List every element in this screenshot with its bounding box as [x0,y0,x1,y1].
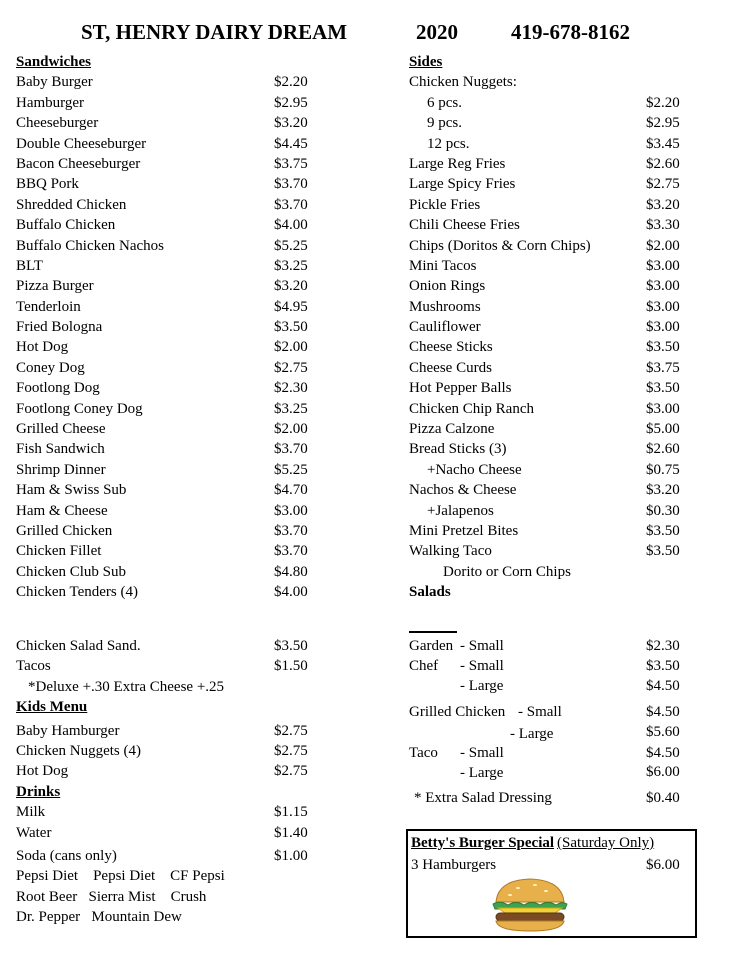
drink-item [16,846,316,866]
kids-item-name: Baby Hamburger [16,722,120,739]
drink-flavor-line: Root Beer Sierra Mist Crush [16,888,207,905]
sandwich-item [16,72,316,92]
nuggets-list [409,93,699,154]
kids-item [16,721,316,741]
side-item [409,297,699,317]
sandwich-item-price: $2.20 [274,74,308,91]
walking-taco-note: Dorito or Corn Chips [443,563,571,580]
nugget-item-price: $2.95 [646,115,680,132]
kids-item [16,741,316,761]
side-item-price: $3.75 [646,359,680,376]
side-item-price: $5.00 [646,421,680,438]
menu-header [0,20,742,50]
side-item-price: $3.00 [646,278,680,295]
side-item [409,439,699,459]
sandwich-item-price: $2.00 [274,339,308,356]
side-item [409,195,699,215]
sandwiches-heading: Sandwiches [16,54,92,70]
sandwich-item-price: $4.70 [274,482,308,499]
sandwich-extra-item [16,636,316,656]
restaurant-name: ST, HENRY DAIRY DREAM [81,20,348,44]
side-item-price: $2.60 [646,441,680,458]
nugget-item-price: $3.45 [646,135,680,152]
sandwich-item-name: Fish Sandwich [16,441,105,458]
nugget-item-name: 12 pcs. [427,135,470,152]
salad-chef-small-size: - Small [460,658,504,674]
sandwich-item-price: $5.25 [274,237,308,254]
sandwich-item-name: Fried Bologna [16,319,103,336]
side-item [409,215,699,235]
salad-taco-large-price: $6.00 [646,764,680,780]
drink-flavor-line: Dr. Pepper Mountain Dew [16,909,182,926]
side-item-name: Mini Pretzel Bites [409,522,519,539]
sandwich-item-price: $4.80 [274,563,308,580]
kids-menu-list [16,721,316,782]
sandwich-item [16,399,316,419]
nuggets-label: Chicken Nuggets: [409,74,517,91]
sandwich-item-name: Pizza Burger [16,278,94,295]
sandwich-item-price: $2.75 [274,359,308,376]
right-column [409,52,699,603]
sandwich-item-name: Coney Dog [16,359,85,376]
sandwich-item [16,541,316,561]
sandwich-item-price: $3.70 [274,522,308,539]
salad-garden-price: $2.30 [646,638,680,654]
sandwich-item-price: $3.20 [274,278,308,295]
drink-item [16,802,316,822]
salad-dressing-price: $0.40 [646,790,680,806]
sandwiches-extra-list [16,636,316,677]
sandwich-item-price: $4.95 [274,298,308,315]
drink-flavor-line: Pepsi Diet Pepsi Diet CF Pepsi [16,868,225,885]
sandwich-item-price: $3.75 [274,155,308,172]
sandwich-item-name: Chicken Fillet [16,543,102,560]
salad-chef-large-size: - Large [460,678,504,694]
sandwich-item-name: Chicken Tenders (4) [16,584,138,601]
sandwich-item-name: Buffalo Chicken Nachos [16,237,165,254]
sandwich-item [16,501,316,521]
sandwich-item-name: Chicken Club Sub [16,563,127,580]
salad-grilled-large-size: - Large [510,726,554,742]
kids-item-name: Chicken Nuggets (4) [16,742,141,759]
sandwich-item [16,480,316,500]
sandwich-item-price: $2.00 [274,421,308,438]
side-item-name: Bread Sticks (3) [409,441,507,458]
salad-taco-small-price: $4.50 [646,745,680,761]
drink-item-price: $1.40 [274,824,308,841]
sandwich-item [16,358,316,378]
side-item [409,378,699,398]
sandwich-item-price: $3.70 [274,196,308,213]
side-item-name: Cheese Sticks [409,339,493,356]
side-item-price: $3.20 [646,482,680,499]
side-item-name: Pickle Fries [409,196,481,213]
sandwich-item-name: Footlong Coney Dog [16,400,143,417]
left-column-lower [16,636,316,927]
sandwich-item-name: BLT [16,257,43,274]
side-item [409,358,699,378]
side-item [409,501,699,521]
kids-menu-heading: Kids Menu [16,699,88,716]
side-item [409,236,699,256]
side-item [409,337,699,357]
side-item [409,256,699,276]
salad-grilled-small-size: - Small [518,704,562,720]
kids-item-price: $2.75 [274,763,308,780]
left-column [16,52,316,603]
phone-number: 419-678-8162 [511,20,630,44]
drink-item-name: Water [16,824,52,841]
sandwich-item-name: Baby Burger [16,74,93,91]
salads-heading: Salads [409,584,451,601]
side-item [409,521,699,541]
drink-item-name: Soda (cans only) [16,847,117,864]
sides-list [409,154,699,562]
side-item [409,174,699,194]
side-item-price: $0.30 [646,502,680,519]
sandwich-item-name: Buffalo Chicken [16,217,116,234]
nugget-item-price: $2.20 [646,94,680,111]
sandwich-item-name: Tenderloin [16,298,81,315]
sandwich-extra-item-name: Tacos [16,658,51,675]
side-item-name: Cauliflower [409,319,481,336]
sandwich-item [16,582,316,602]
side-item-name: Large Spicy Fries [409,176,516,193]
sandwich-item-name: Grilled Chicken [16,522,113,539]
side-item-price: $3.00 [646,298,680,315]
sandwich-item-name: Shredded Chicken [16,196,127,213]
sandwich-item-price: $3.50 [274,319,308,336]
side-item-name: Nachos & Cheese [409,482,517,499]
sandwich-item-price: $3.70 [274,176,308,193]
side-item [409,541,699,561]
nugget-item [409,134,699,154]
sandwich-item [16,134,316,154]
special-title: Betty's Burger Special [411,835,555,851]
nugget-item [409,93,699,113]
sandwich-item-price: $3.25 [274,257,308,274]
special-subtitle: (Saturday Only) [557,835,655,851]
side-item [409,460,699,480]
sandwich-item [16,236,316,256]
side-item [409,480,699,500]
sandwich-item [16,317,316,337]
sides-heading: Sides [409,54,443,70]
side-item-price: $3.50 [646,339,680,356]
side-item-name: Chili Cheese Fries [409,217,520,234]
sandwich-item-price: $3.20 [274,115,308,132]
side-item-price: $2.60 [646,155,680,172]
side-item-name: Onion Rings [409,278,486,295]
nugget-item-name: 9 pcs. [427,115,462,132]
special-heading [411,835,654,852]
salad-chef-name: Chef [409,658,439,674]
side-item-name: Chips (Doritos & Corn Chips) [409,237,591,254]
sandwich-item-price: $4.00 [274,584,308,601]
side-item-price: $3.50 [646,522,680,539]
sandwich-item-name: BBQ Pork [16,176,79,193]
side-item-price: $3.20 [646,196,680,213]
side-item [409,399,699,419]
sandwich-item-price: $4.45 [274,135,308,152]
side-item-price: $2.75 [646,176,680,193]
sandwich-item-name: Hamburger [16,94,85,111]
sandwich-item-price: $3.25 [274,400,308,417]
sandwich-item [16,113,316,133]
drink-item [16,823,316,843]
sandwich-extra-item [16,656,316,676]
side-item-price: $2.00 [646,237,680,254]
nugget-item-name: 6 pcs. [427,94,462,111]
salad-taco-small-size: - Small [460,745,504,761]
sandwich-item-name: Ham & Swiss Sub [16,482,127,499]
salad-grilled-large-price: $5.60 [646,724,680,740]
sandwich-item-price: $3.00 [274,502,308,519]
salad-chef-small-price: $3.50 [646,658,680,674]
drinks-list [16,802,316,866]
salad-grilled-name: Grilled Chicken [409,704,506,720]
sandwich-note: *Deluxe +.30 Extra Cheese +.25 [28,678,225,695]
sandwich-item-name: Cheeseburger [16,115,99,132]
side-item [409,419,699,439]
side-item [409,276,699,296]
side-item-price: $3.30 [646,217,680,234]
salad-garden-size: - Small [460,638,504,654]
sandwich-extra-item-price: $3.50 [274,638,308,654]
salad-dressing-name: * Extra Salad Dressing [414,790,552,806]
sandwich-item-name: Grilled Cheese [16,421,106,438]
sandwich-extra-item-price: $1.50 [274,658,308,675]
sandwich-item [16,521,316,541]
sandwich-item [16,337,316,357]
sandwich-item [16,378,316,398]
side-item-name: Large Reg Fries [409,155,506,172]
sandwich-item [16,174,316,194]
side-item-price: $3.50 [646,543,680,560]
side-item-price: $3.00 [646,400,680,417]
salad-taco-large-size: - Large [460,765,504,781]
sandwich-item [16,276,316,296]
sandwich-item-name: Double Cheeseburger [16,135,147,152]
side-item [409,154,699,174]
kids-item-name: Hot Dog [16,763,69,780]
sandwich-item-name: Bacon Cheeseburger [16,155,141,172]
sandwich-item [16,419,316,439]
drink-item-name: Milk [16,804,46,821]
burger-special-box [406,829,697,938]
side-item-name: Walking Taco [409,543,492,560]
sandwiches-list [16,72,316,602]
side-item-name: Chicken Chip Ranch [409,400,534,417]
menu-year: 2020 [416,20,458,44]
side-item-name: Mini Tacos [409,257,477,274]
sandwich-item-price: $3.70 [274,441,308,458]
sandwich-item-name: Hot Dog [16,339,69,356]
kids-item [16,761,316,781]
sandwich-item [16,460,316,480]
sandwich-item [16,256,316,276]
sandwich-item-price: $5.25 [274,461,308,478]
special-item: 3 Hamburgers [411,857,497,873]
sandwich-extra-item-name: Chicken Salad Sand. [16,638,141,654]
kids-item-price: $2.75 [274,742,308,759]
drinks-heading: Drinks [16,783,61,800]
sandwich-item [16,439,316,459]
drink-flavors [16,866,316,927]
sandwich-item [16,215,316,235]
side-item-name: +Jalapenos [427,502,494,519]
salad-chef-large-price: $4.50 [646,678,680,694]
sandwich-item-name: Ham & Cheese [16,502,108,519]
sandwich-item [16,93,316,113]
side-item-price: $3.00 [646,257,680,274]
sandwich-item-price: $4.00 [274,217,308,234]
sandwich-item-name: Shrimp Dinner [16,461,106,478]
sandwich-item [16,195,316,215]
drink-item-price: $1.00 [274,847,308,864]
side-item-name: Hot Pepper Balls [409,380,512,397]
side-item-price: $3.00 [646,319,680,336]
salads-divider [409,631,457,633]
salad-garden-name: Garden [409,638,454,654]
side-item-name: Pizza Calzone [409,421,495,438]
drink-item-price: $1.15 [274,804,308,821]
hamburger-icon [490,876,570,934]
special-price: $6.00 [646,857,680,873]
side-item [409,317,699,337]
salad-grilled-small-price: $4.50 [646,704,680,720]
kids-item-price: $2.75 [274,722,308,739]
sandwich-item [16,154,316,174]
side-item-name: Cheese Curds [409,359,492,376]
side-item-name: Mushrooms [409,298,481,315]
side-item-price: $0.75 [646,461,680,478]
side-item-price: $3.50 [646,380,680,397]
sandwich-item [16,297,316,317]
sandwich-item [16,562,316,582]
sandwich-item-price: $3.70 [274,543,308,560]
sandwich-item-price: $2.95 [274,94,308,111]
salad-taco-name: Taco [409,745,438,761]
nugget-item [409,113,699,133]
sandwich-item-name: Footlong Dog [16,380,100,397]
side-item-name: +Nacho Cheese [427,461,522,478]
sandwich-item-price: $2.30 [274,380,308,397]
